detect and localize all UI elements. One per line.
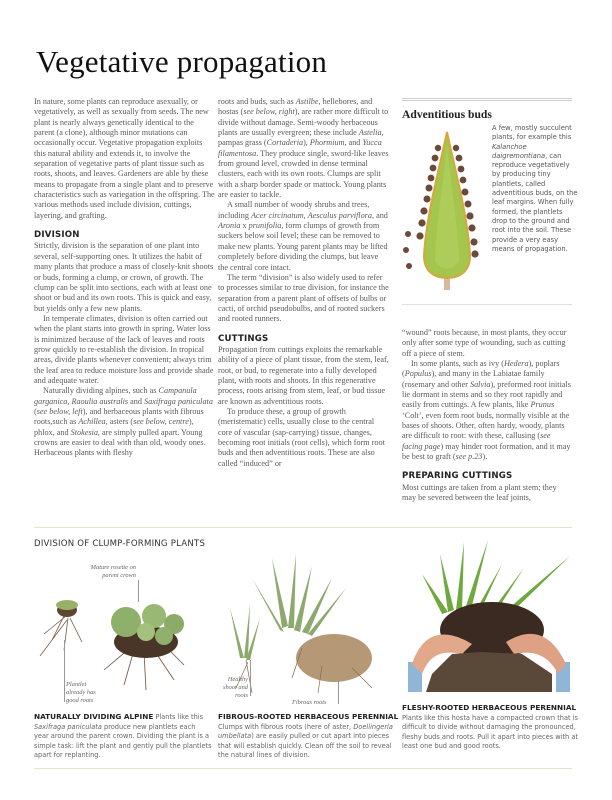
hosta-illustration: [402, 534, 578, 694]
fibrous-root-mass: [296, 634, 372, 682]
box-top-rule: [402, 98, 572, 99]
division-paragraph-5: A small number of woody shrubs and trees, including Acer circinatum, Aesculus parviflora, and Aronia x prunifolia, form clumps of growth from suckers below soil level; these can be removed to make new plants. Young parent plants may be lifted completely before dividing the clumps, but leave the central core intact.: [218, 200, 388, 272]
plantlet-rosette: [56, 600, 78, 610]
adventitious-buds-box: [402, 98, 578, 308]
parent-rosette-4: [137, 623, 155, 641]
caption-alpine: NATURALLY DIVIDING ALPINE Plants like this Saxifraga paniculata produce new plantlets each year around the parent crown. Dividing the plant is a simple task: lift the plant and gently pull the plantlets apart for replanting.: [34, 712, 212, 760]
box-top-rule-2: [402, 100, 572, 101]
caption-fibrous: FIBROUS-ROOTED HERBACEOUS PERENNIAL Clumps with fibrous roots (here of aster, Doellingeria umbellata) are easily pulled or cut apart into pieces that will establish quickly. Clean off the soil to reveal the natural lines of division.: [218, 712, 399, 760]
division-paragraph-4: roots and buds, such as Astilbe, hellebores, and hostas (see below, right), are rather more difficult to divide without damage. Semi-woody herbaceous plants are usually evergreen; these include Astelia, pampas grass (Cortaderia), Phormium, and Yucca filamentosa. They produce single, sword-like leaves from ground level, crowded in dense terminal clusters, each with its own roots. Clumps are split with a sharp border spade or mattock. Young plants are easier to tackle.: [218, 97, 389, 200]
box-text: A few, mostly succulent plants, for example this Kalanchoe daigremontiana, can reproduce vegetatively by producing tiny plantlets, called adventitious buds, on the leaf margins. When fully formed, the plantlets drop to the ground and root into the soil. These provide a very easy means of propagation.: [492, 124, 578, 253]
aster-illustration: [222, 548, 402, 698]
division-paragraph-2: In temperate climates, division is often carried out when the plant starts into growth in spring. Water loss is minimized because of the lack of leaves and roots grow quickly to re-establish the division. In tropical areas, divide plants whenever convenient; always trim the leaf area to reduce moisture loss and provide shade and adequate water.: [34, 313, 214, 385]
division-paragraph-3: Naturally dividing alpines, such as Campanula garganica, Raoulia australis and Saxifraga paniculata (see below, left), and herbaceous plants with fibrous roots,such as Achillea, asters (see below, centre), phlox, and Stokesia, are simply pulled apart. Young crowns are easier to deal with than old, woody ones. Herbaceous plants with fleshy: [34, 386, 213, 458]
roots-mass: [426, 652, 552, 692]
cuttings-paragraph-1: Propagation from cuttings exploits the remarkable ability of a piece of plant tissue, from the stem, leaf, root, or bud, to regenerate into a fully developed plant, with roots and shoots. In this regenerative process, roots arising from stem, leaf, or bud tissue are known as adventitious roots.: [218, 344, 389, 406]
bottom-divider: [34, 768, 572, 769]
leader-line-healthy: [250, 660, 251, 696]
division-heading: DIVISION: [34, 230, 80, 241]
alpine-illustration: [34, 590, 204, 700]
cuttings-paragraph-2: To produce these, a group of growth (meristematic) cells, usually close to the central core of vascular (sap-carrying) tissue, changes, becoming root initials (root cells), which form root buds and then adventitious roots. These are also called “induced” or: [218, 406, 385, 468]
leader-line-plantlet: [64, 640, 65, 702]
division-paragraph-6: The term “division” is also widely used to refer to processes similar to true division, for instance the separation from a parent plant of offsets of bulbs or cacti, of orchid pseudobulbs, and of rooted suckers and rooted runners.: [218, 272, 389, 324]
label-plantlet: Plantlet already has good roots: [66, 681, 96, 704]
box-bottom-rule: [402, 304, 572, 305]
section-divider: [34, 527, 572, 528]
parent-rosette: [111, 607, 141, 637]
intro-paragraph: In nature, some plants can reproduce asexually, or vegetatively, as well as sexually from seeds. The new plant is nearly always genetically identical to the parent (a clone), although minor mutations can occasionally occur. Vegetative propagation exploits this natural ability and extends it, to involve the separation of vegetative parts of plant tissue such as roots, shoots, and leaves. Gardeners are able by these means to propagate from a single plant and to preserve characteristics such as variegation in the offspring. The various methods used include division, cuttings, layering, and grafting.: [34, 97, 215, 220]
division-paragraph-1: Strictly, division is the separation of one plant into several, self-supporting ones. It utilizes the habit of many plants that produce a mass of closely-knit shoots or buds, forming a clump, or crown, of growth. The clump can be split into sections, each with at least one shoot or bud and its own roots. This is quick and easy, but yields only a few new plants.: [34, 241, 214, 313]
label-fibrous-roots: Fibrous roots: [292, 699, 327, 706]
figure-title: DIVISION OF CLUMP-FORMING PLANTS: [34, 539, 206, 549]
leader-line-fibrous: [338, 680, 339, 704]
preparing-paragraph-1: Most cuttings are taken from a plant stem; they may be severed between the leaf joints,: [402, 482, 557, 503]
column-2: [218, 97, 390, 469]
page-title: Vegetative propagation: [36, 44, 328, 79]
column-3: [402, 328, 572, 504]
label-mature-rosette: Mature rosette on parent crown: [90, 564, 136, 579]
parent-rosette-5: [155, 627, 173, 645]
box-title: Adventitious buds: [402, 108, 492, 121]
plantlet-roots: [40, 616, 82, 656]
cuttings-paragraph-4: In some plants, such as ivy (Hedera), poplars (Populus), and many in the Labiatae family (rosemary and other Salvia), preformed root initials lie dormant in stems and so they root rapidly and easily from cuttings. A few plants, like Prunus ‘Colt’, even form root buds, normally visible at the bases of shoots. Other, often hardy, woody, plants are difficult to root: with these, callusing (see facing page) may hinder root formation, and it may be best to graft (see p.23).: [402, 359, 571, 462]
preparing-cuttings-heading: PREPARING CUTTINGS: [402, 471, 513, 482]
cuttings-paragraph-3: “wound” roots because, in most plants, they occur only after some type of wounding, such as cutting off a piece of stem.: [402, 328, 567, 358]
cuttings-heading: CUTTINGS: [218, 333, 269, 344]
column-1: [34, 97, 216, 459]
label-healthy-shoot: Healthy shoot and roots: [222, 676, 248, 699]
kalanchoe-leaf-illustration: [402, 126, 492, 296]
caption-fleshy: FLESHY-ROOTED HERBACEOUS PERENNIAL Plants like this hosta have a compacted crown that is difficult to divide without damaging the pronounced, fleshy buds and roots. Pull it apart into pieces with at least one bud and good roots.: [402, 703, 578, 751]
leader-line-rosette: [138, 580, 139, 602]
